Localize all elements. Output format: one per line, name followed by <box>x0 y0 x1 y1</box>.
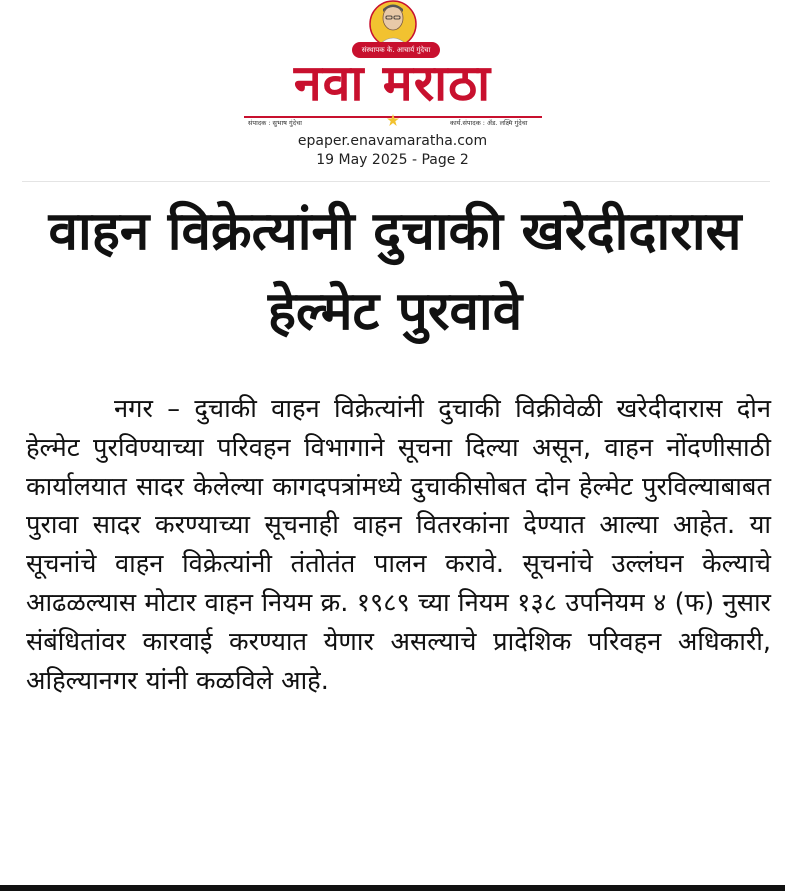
masthead-tagline: संस्थापक के. आचार्य गुंदेचा <box>352 42 440 58</box>
star-icon <box>387 114 399 126</box>
article-headline: वाहन विक्रेत्यांनी दुचाकी खरेदीदारास हेल्मेट पुरवावे <box>48 201 742 342</box>
article-body: नगर – दुचाकी वाहन विक्रेत्यांनी दुचाकी विक्रीवेळी खरेदीदारास दोन हेल्मेट पुरविण्याच्या परिवहन विभागाने सूचना दिल्या असून, वाहन नोंदणीसाठी कार्यालयात सादर केलेल्या कागदपत्रांमध्ये दुचाकीसोबत दोन हेल्मेट पुरविल्याबाबत पुरावा सादर करण्याच्या सूचनाही वाहन वितरकांना देण्यात आल्या आहेत. या सूचनांचे वाहन विक्रेत्यांनी तंतोतंत पालन करावे. सूचनांचे उल्लंघन केल्याचे आढळल्यास मोटार वाहन नियम क्र. १९८९ च्या नियम १३८ उपनियम ४ (फ) नुसार संबंधितांवर कारवाई करण्यात येणार असल्याचे प्रादेशिक परिवहन अधिकारी, अहिल्यानगर यांनी कळविले आहे. <box>26 394 771 696</box>
content-divider <box>22 181 770 182</box>
newspaper-logo: नवा मराठा <box>293 54 492 112</box>
epaper-url: epaper.enavamaratha.com <box>297 133 488 149</box>
editor-credit-right: कार्य.संपादक : ॲड. लक्ष्मि गुंदेचा <box>450 119 528 127</box>
page-bottom-border <box>0 885 785 891</box>
masthead <box>0 0 785 180</box>
issue-date-page: 19 May 2025 - Page 2 <box>316 152 469 168</box>
editor-credit-left: संपादक : सुभाष गुंदेचा <box>248 119 302 127</box>
